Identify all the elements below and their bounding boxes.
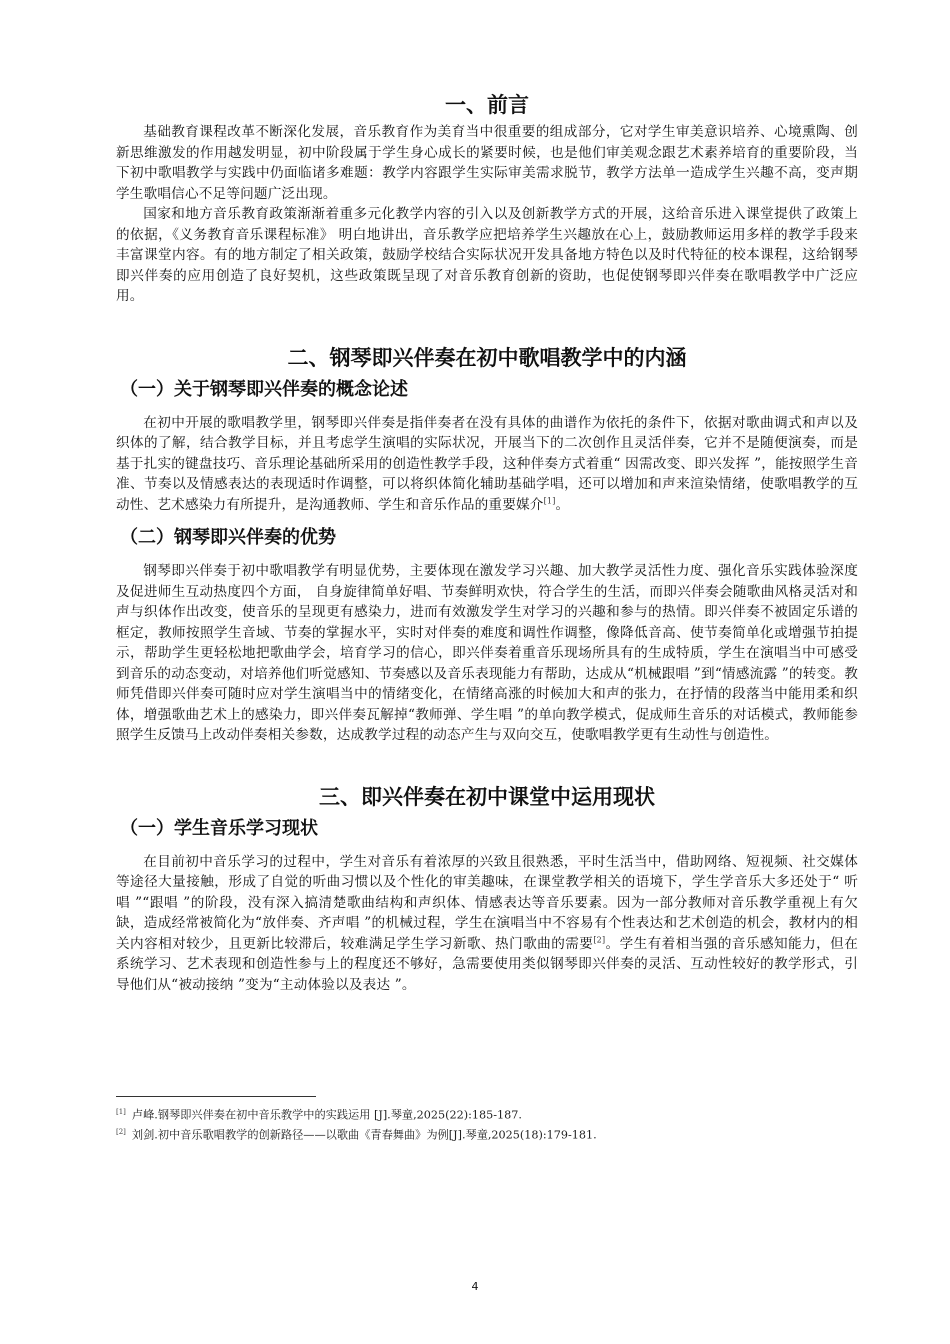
section-3-1-paragraph bbox=[116, 852, 858, 996]
section-1-title: 一、前言 bbox=[445, 93, 529, 117]
footnote-divider bbox=[116, 1096, 316, 1097]
footnote-ref-1[interactable]: [1] bbox=[543, 495, 556, 505]
footnote-1 bbox=[116, 1104, 858, 1124]
section-2-1-paragraph bbox=[116, 413, 858, 516]
section-3-title: 三、即兴伴奏在初中课堂中运用现状 bbox=[319, 784, 655, 809]
footnote-2 bbox=[116, 1124, 858, 1144]
footnote-ref-2[interactable]: [2] bbox=[593, 934, 606, 944]
footnote-2-mark: [2] bbox=[116, 1127, 126, 1136]
section-2-1-title: （一）关于钢琴即兴伴奏的概念论述 bbox=[120, 378, 408, 400]
main-content bbox=[116, 88, 858, 995]
section-2-2-paragraph: 钢琴即兴伴奏于初中歌唱教学有明显优势，主要体现在激发学习兴趣、加大教学灵活性力度、强化音乐实践体验深度及促进师生互动热度四个方面， 自身旋律简单好唱、节奏鲜明欢快，符合学生的生活，而即兴伴奏会随歌曲风格灵活对和声与织体作出改变，使音乐的呈现更有感染力，进而有效激发学生对学习的兴趣和参与的热情。即兴伴奏不被固定乐谱的框定，教师按照学生音域、节奏的掌握水平，实时对伴奏的难度和调性作调整，像降低音高、使节奏简单化或增强节拍提示，帮助学生更轻松地把歌曲学会，培育学习的信心，即兴伴奏着重音乐现场所具有的生成特质，学生在演唱当中可感受到音乐的动态变动，对培养他们听觉感知、节奏感以及音乐表现能力有帮助，达成从“机械跟唱 ”到“情感流露 ”的转变。教师凭借即兴伴奏可随时应对学生演唱当中的情绪变化，在情绪高涨的时候加大和声的张力，在抒情的段落当中能用柔和织体，增强歌曲艺术上的感染力，即兴伴奏瓦解掉“教师弹、学生唱 ”的单向教学模式，促成师生音乐的对话模式，教师能参照学生反馈马上改动伴奏相关参数，达成教学过程的动态产生与双向交互，使歌唱教学更有生动性与创造性。 bbox=[116, 563, 858, 743]
section-2-title: 二、钢琴即兴伴奏在初中歌唱教学中的内涵 bbox=[287, 345, 687, 370]
page-number: 4 bbox=[471, 1280, 479, 1293]
footnote-1-mark: [1] bbox=[116, 1108, 126, 1116]
section-2-1-text: 在初中开展的歌唱教学里，钢琴即兴伴奏是指伴奏者在没有具体的曲谱作为依托的条件下，依据对歌曲调式和声以及织体的了解，结合教学目标，并且考虑学生演唱的实际状况，开展当下的二次创作且灵活伴奏，它并不是随便演奏，而是基于扎实的键盘技巧、音乐理论基础所采用的创造性教学手段，这种伴奏方式着重“ 因需改变、即兴发挥 ”，能按照学生音准、节奏以及情感表达的表现适时作调整，可以将织体简化辅助基础学唱，还可以增加和声来渲染情绪，使歌唱教学的互动性、艺术感染力有所提升，是沟通教师、学生和音乐作品的重要媒介 bbox=[116, 414, 858, 513]
section-1-paragraph-1: 基础教育课程改革不断深化发展，音乐教育作为美育当中很重要的组成部分，它对学生审美意识培养、心境熏陶、创新思维激发的作用越发明显，初中阶段属于学生身心成长的紧要时候，也是他们审美观念跟艺术素养培育的重要阶段，当下初中歌唱教学与实践中仍面临诸多难题：教学内容跟学生实际审美需求脱节，教学方法单一造成学生兴趣不高，变声期学生歌唱信心不足等问题广泛出现。 bbox=[116, 124, 858, 202]
footnote-1-text: 卢峰.钢琴即兴伴奏在初中音乐教学中的实践运用 [J].琴童,2025(22):185-187. bbox=[131, 1108, 522, 1122]
section-2-1-tail: 。 bbox=[555, 496, 570, 513]
section-3-1-title: （一）学生音乐学习现状 bbox=[120, 817, 318, 839]
footnotes bbox=[116, 1104, 858, 1143]
section-2-2-title: （二）钢琴即兴伴奏的优势 bbox=[120, 527, 336, 548]
section-3-1-text: 在目前初中音乐学习的过程中，学生对音乐有着浓厚的兴致且很熟悉，平时生活当中，借助网络、短视频、社交媒体等途径大量接触，形成了自觉的听曲习惯以及个性化的审美趣味，在课堂教学相关的语境下，学生学音乐大多还处于“ 听唱 ”“跟唱 ”的阶段，没有深入搞清楚歌曲结构和声织体、情感表达等音乐要素。因为一部分教师对音乐教学重视上有欠缺，造成经常被简化为“放伴奏、齐声唱 ”的机械过程，学生在演唱当中不容易有个性表达和艺术创造的机会，教材内的相关内容相对较少，且更新比较滞后，较难满足学生学习新歌、热门歌曲的需要 bbox=[116, 853, 858, 952]
footnote-2-text: 刘剑.初中音乐歌唱教学的创新路径——以歌曲《青春舞曲》为例[J].琴童,2025(18):179-181. bbox=[131, 1128, 597, 1142]
section-3-1-tail: 。学生有着相当强的音乐感知能力，但在系统学习、艺术表现和创造性参与上的程度还不够好，急需要使用类似钢琴即兴伴奏的灵活、互动性较好的教学形式，引导他们从“被动接纳 ”变为“主动体验以及表达 ”。 bbox=[116, 935, 858, 993]
section-1-paragraph-2: 国家和地方音乐教育政策渐渐着重多元化教学内容的引入以及创新教学方式的开展，这给音乐进入课堂提供了政策上的依据，《义务教育音乐课程标准》 明白地讲出，音乐教学应把培养学生兴趣放在心上，鼓励教师运用多样的教学手段来丰富课堂内容。有的地方制定了相关政策，鼓励学校结合实际状况开发具备地方特色以及时代特征的校本课程，这给钢琴即兴伴奏的应用创造了良好契机，这些政策既呈现了对音乐教育创新的资助，也促使钢琴即兴伴奏在歌唱教学中广泛应用。 bbox=[116, 206, 858, 304]
